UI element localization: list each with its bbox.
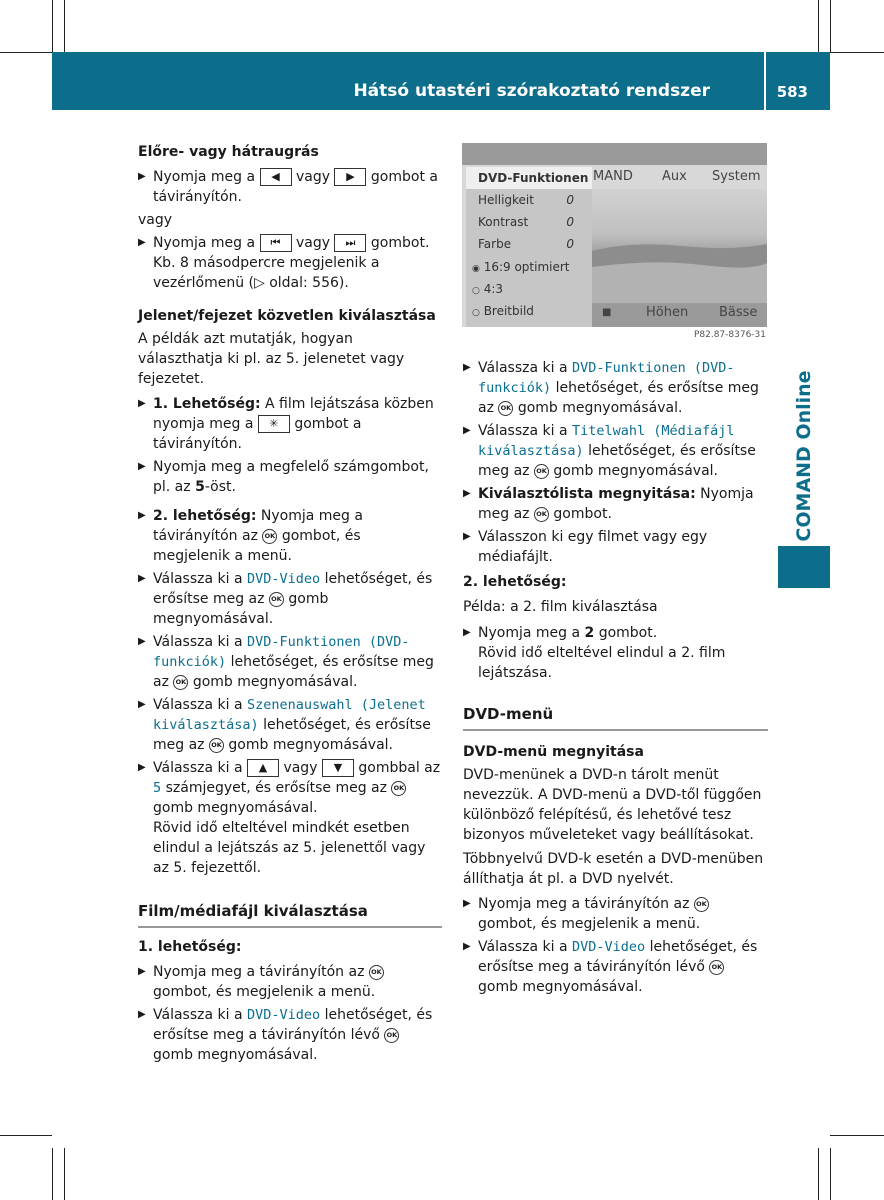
skip-forward-key-icon: ⏭ bbox=[334, 234, 366, 252]
option-4-3[interactable]: ○ 4:3 bbox=[472, 282, 503, 296]
bullet-item: ▶ Válassza ki a DVD-Funktionen (DVD-funkciók) lehetőséget, és erősítse meg az OK gomb megnyomásával. bbox=[463, 358, 768, 418]
section-heading: Film/médiafájl kiválasztása bbox=[138, 901, 442, 928]
bullet-item: ▶ Nyomja meg a távirányítón az OK gombot, és megjelenik a menü. bbox=[463, 894, 768, 934]
ok-button-icon: OK bbox=[262, 529, 277, 544]
chapter-label: COMAND Online bbox=[793, 370, 815, 542]
chapter-tab bbox=[778, 546, 830, 588]
bullet-item: ▶ Nyomja meg a ⏮ vagy ⏭ gombot. Kb. 8 másodpercre megjelenik a vezérlőmenü (▷ oldal: 556). bbox=[138, 233, 442, 293]
bullet-item: ▶ Nyomja meg a távirányítón az OK gombot, és megjelenik a menü. bbox=[138, 962, 442, 1002]
result-text: Rövid idő elteltével elindul a 2. film lejátszása. bbox=[478, 645, 726, 681]
subheading: 2. lehetőség: bbox=[463, 574, 567, 590]
right-column bbox=[463, 358, 768, 997]
bullet-item: ▶ Válassza ki a Titelwahl (Médiafájl kiválasztása) lehetőséget, és erősítse meg az OK gomb megnyomásával. bbox=[463, 421, 768, 481]
bullet-item: ▶ Nyomja meg a megfelelő számgombot, pl. az 5-öst. bbox=[138, 457, 442, 497]
crop-mark bbox=[830, 0, 831, 52]
option-16-9-optimiert[interactable]: ◉ 16:9 optimiert bbox=[472, 260, 570, 274]
page-number: 583 bbox=[776, 83, 808, 101]
bullet-item: ▶ Válassza ki a DVD-Funktionen (DVD-funkciók) lehetőséget, és erősítse meg az OK gomb megnyomásával. bbox=[138, 632, 442, 692]
bullet-item: ▶ Válasszon ki egy filmet vagy egy médiafájlt. bbox=[463, 527, 768, 567]
or-text: vagy bbox=[138, 212, 173, 228]
radio-selected-icon: ◉ bbox=[472, 264, 480, 274]
ok-button-icon: OK bbox=[369, 965, 384, 980]
hoehen-button[interactable]: Höhen bbox=[646, 305, 689, 320]
ok-button-icon: OK bbox=[709, 960, 724, 975]
tab-mand[interactable]: MAND bbox=[593, 169, 633, 184]
intro-text: A példák azt mutatják, hogyan választhatja ki pl. az 5. jelenetet vagy fejezetet. bbox=[138, 331, 405, 387]
body-text: Többnyelvű DVD-k esetén a DVD-menüben állíthatja át pl. a DVD nyelvét. bbox=[463, 851, 764, 887]
asterisk-key-icon: ✳ bbox=[258, 415, 290, 433]
left-arrow-key-icon: ◀ bbox=[260, 168, 292, 186]
result-text: Rövid idő elteltével mindkét esetben elindul a lejátszás az 5. jelenettől vagy az 5. fejezettől. bbox=[153, 820, 426, 876]
screen-top-bar bbox=[462, 143, 767, 165]
subheading: 1. lehetőség: bbox=[138, 939, 242, 955]
example-text: Példa: a 2. film kiválasztása bbox=[463, 599, 658, 615]
crop-mark bbox=[52, 0, 53, 52]
screen-bottom-bar bbox=[592, 303, 767, 327]
down-arrow-key-icon: ▼ bbox=[322, 759, 354, 777]
ok-button-icon: OK bbox=[173, 675, 188, 690]
bullet-item: ▶ Válassza ki a DVD-Video lehetőséget, és erősítse meg a távirányítón lévő OK gomb megnyomásával. bbox=[463, 937, 768, 997]
tab-aux[interactable]: Aux bbox=[662, 169, 687, 184]
bullet-item: ▶ Kiválasztólista megnyitása: Nyomja meg az OK gombot. bbox=[463, 484, 768, 524]
left-column bbox=[138, 142, 442, 1065]
figure-caption: P82.87-8376-31 bbox=[693, 330, 766, 340]
bullet-item: ▶ 1. Lehetőség: A film lejátszása közben nyomja meg a ✳ gombot a távirányítón. bbox=[138, 394, 442, 454]
ok-button-icon: OK bbox=[498, 401, 513, 416]
ok-button-icon: OK bbox=[694, 897, 709, 912]
ok-button-icon: OK bbox=[391, 781, 406, 796]
bullet-item: ▶ Válassza ki a ▲ vagy ▼ gombbal az 5 számjegyet, és erősítse meg az OK gomb megnyomásával. bbox=[138, 758, 442, 818]
radio-icon: ○ bbox=[472, 286, 480, 296]
section-heading: DVD-menü bbox=[463, 704, 768, 731]
right-arrow-key-icon: ▶ bbox=[334, 168, 366, 186]
ok-button-icon: OK bbox=[384, 1028, 399, 1043]
section-heading: Előre- vagy hátraugrás bbox=[138, 144, 319, 160]
crop-mark bbox=[830, 52, 884, 53]
bullet-item: ▶ 2. lehetőség: Nyomja meg a távirányítón az OK gombot, és megjelenik a menü. bbox=[138, 506, 442, 566]
header-divider bbox=[764, 52, 766, 110]
ok-button-icon: OK bbox=[209, 738, 224, 753]
ok-button-icon: OK bbox=[269, 592, 284, 607]
menu-title[interactable]: DVD-Funktionen bbox=[466, 167, 592, 189]
comand-screenshot bbox=[462, 143, 767, 327]
ok-button-icon: OK bbox=[534, 507, 549, 522]
crop-mark bbox=[64, 1148, 65, 1200]
bullet-item: ▶ Nyomja meg a 2 gombot. bbox=[463, 623, 768, 643]
stop-icon[interactable]: ■ bbox=[602, 307, 612, 318]
section-heading: Jelenet/fejezet közvetlen kiválasztása bbox=[138, 308, 436, 324]
crop-mark bbox=[818, 0, 819, 52]
crop-mark bbox=[830, 1135, 884, 1136]
bullet-item: ▶ Válassza ki a Szenenauswahl (Jelenet kiválasztása) lehetőséget, és erősítse meg az OK gomb megnyomásával. bbox=[138, 695, 442, 755]
landscape-image bbox=[592, 189, 767, 303]
menu-item-farbe[interactable]: Farbe 0 bbox=[478, 237, 574, 251]
crop-mark bbox=[818, 1148, 819, 1200]
crop-mark bbox=[0, 1135, 52, 1136]
baesse-button[interactable]: Bässe bbox=[719, 305, 758, 320]
tab-system[interactable]: System bbox=[712, 169, 761, 184]
radio-icon: ○ bbox=[472, 308, 480, 318]
bullet-item: ▶ Válassza ki a DVD-Video lehetőséget, és erősítse meg az OK gomb megnyomásával. bbox=[138, 569, 442, 629]
dvd-functions-menu bbox=[466, 167, 592, 327]
ok-button-icon: OK bbox=[534, 464, 549, 479]
up-arrow-key-icon: ▲ bbox=[247, 759, 279, 777]
skip-back-key-icon: ⏮ bbox=[260, 234, 292, 252]
body-text: DVD-menünek a DVD-n tárolt menüt nevezzük. A DVD-menü a DVD-től függően különböző felépítésű, és lehetővé tesz bizonyos műveleteket vagy beállításokat. bbox=[463, 767, 762, 843]
landscape-background bbox=[592, 189, 767, 303]
crop-mark bbox=[0, 52, 52, 53]
bullet-item: ▶ Nyomja meg a ◀ vagy ▶ gombot a távirányítón. bbox=[138, 167, 442, 207]
crop-mark bbox=[830, 1148, 831, 1200]
option-breitbild[interactable]: ○ Breitbild bbox=[472, 304, 534, 318]
menu-item-kontrast[interactable]: Kontrast 0 bbox=[478, 215, 574, 229]
page-title: Hátsó utastéri szórakoztató rendszer bbox=[353, 81, 710, 101]
menu-item-helligkeit[interactable]: Helligkeit 0 bbox=[478, 193, 574, 207]
subheading: DVD-menü megnyitása bbox=[463, 744, 644, 760]
crop-mark bbox=[52, 1148, 53, 1200]
bullet-item: ▶ Válassza ki a DVD-Video lehetőséget, és erősítse meg a távirányítón lévő OK gomb megnyomásával. bbox=[138, 1005, 442, 1065]
crop-mark bbox=[64, 0, 65, 52]
page-header bbox=[52, 52, 830, 110]
